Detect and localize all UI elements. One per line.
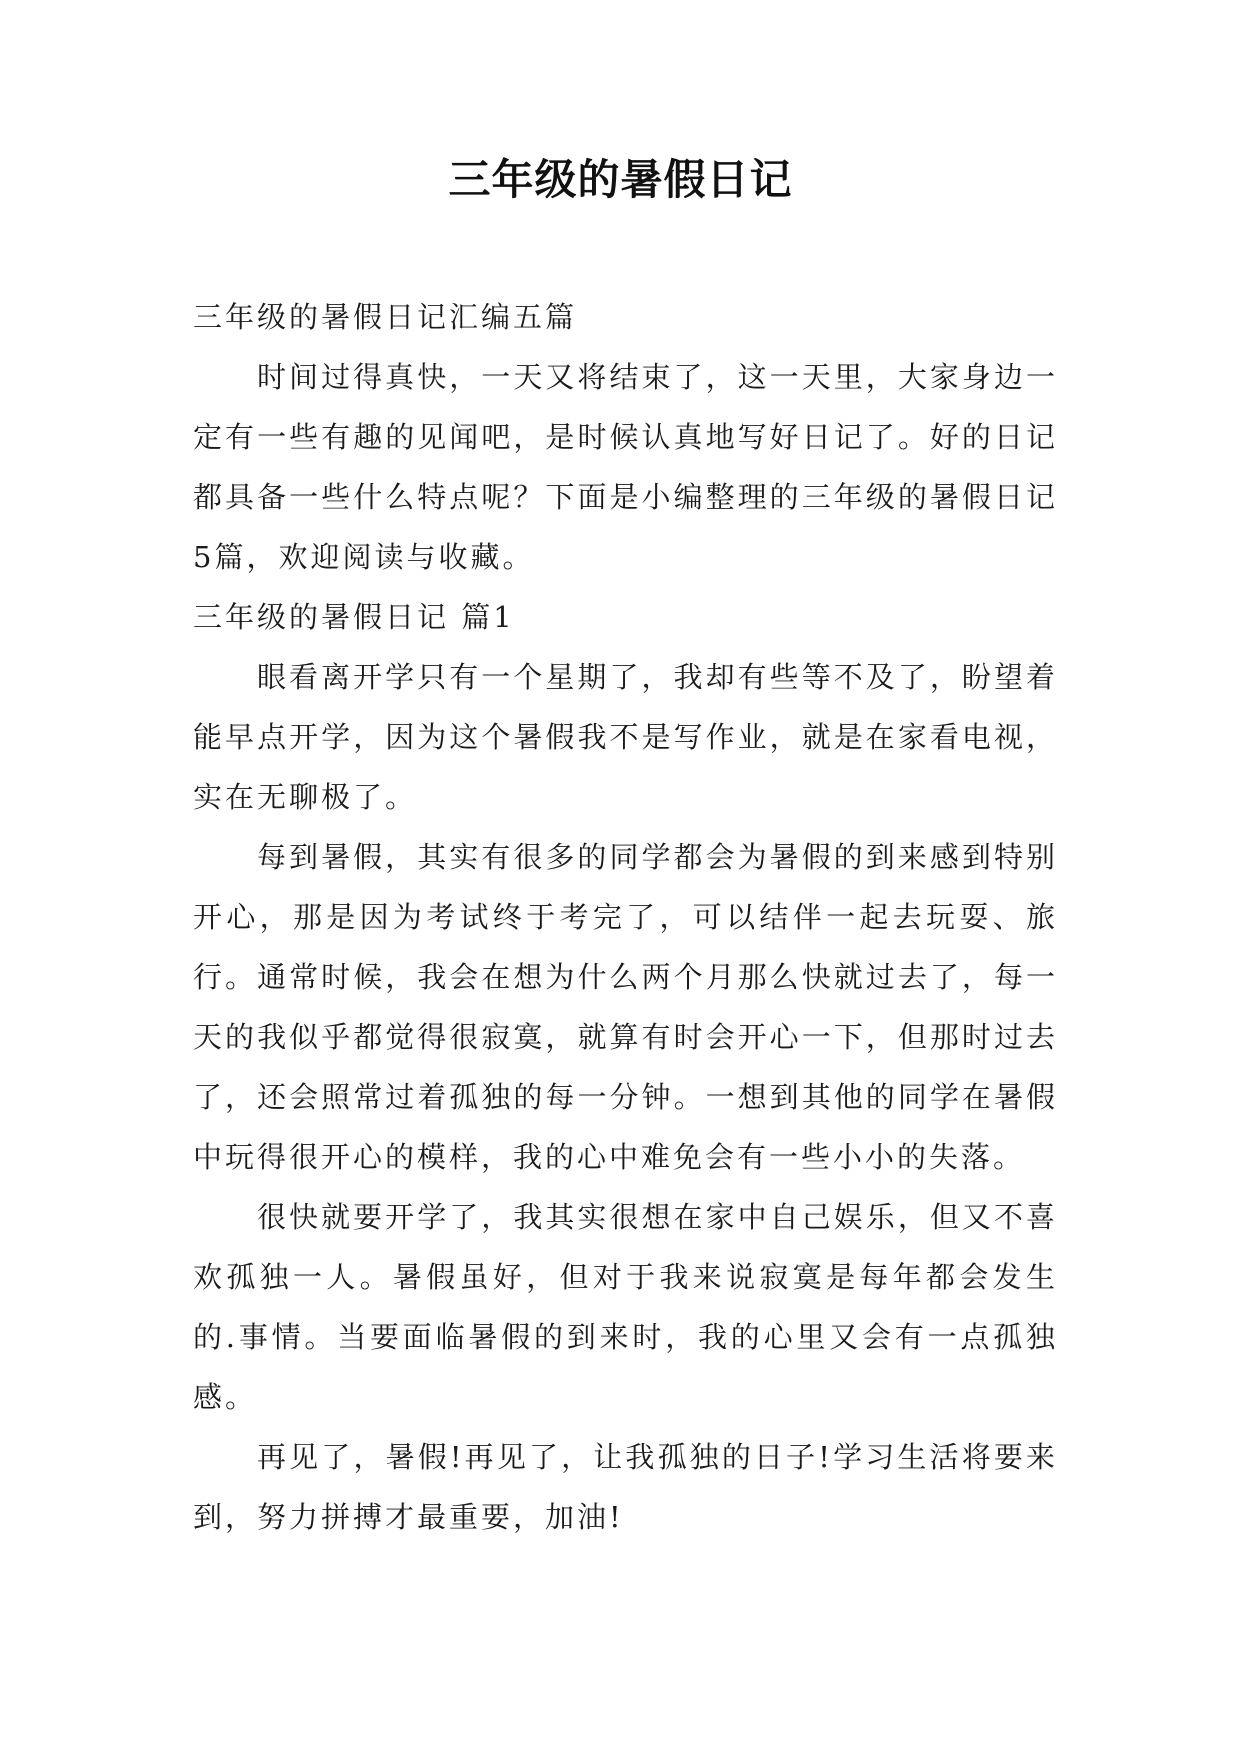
body-paragraph: 每到暑假，其实有很多的同学都会为暑假的到来感到特别开心，那是因为考试终于考完了，可以结伴一起去玩耍、旅行。通常时候，我会在想为什么两个月那么快就过去了，每一天的我似乎都觉得很寂寞，就算有时会开心一下，但那时过去了，还会照常过着孤独的每一分钟。一想到其他的同学在暑假中玩得很开心的模样，我的心中难免会有一些小小的失落。 [193, 840, 1058, 1174]
document-title: 三年级的暑假日记 [448, 155, 793, 204]
intro-paragraph: 时间过得真快，一天又将结束了，这一天里，大家身边一定有一些有趣的见闻吧，是时候认真地写好日记了。好的日记都具备一些什么特点呢？下面是小编整理的三年级的暑假日记5篇，欢迎阅读与收藏。 [193, 360, 1058, 574]
body-paragraph: 眼看离开学只有一个星期了，我却有些等不及了，盼望着能早点开学，因为这个暑假我不是写作业，就是在家看电视，实在无聊极了。 [193, 660, 1058, 814]
document-body [193, 287, 1058, 1547]
body-paragraph: 很快就要开学了，我其实很想在家中自己娱乐，但又不喜欢孤独一人。暑假虽好，但对于我来说寂寞是每年都会发生的.事情。当要面临暑假的到来时，我的心里又会有一点孤独感。 [193, 1200, 1058, 1414]
section-heading: 三年级的暑假日记 篇1 [193, 600, 515, 634]
body-paragraph: 再见了，暑假!再见了，让我孤独的日子!学习生活将要来到，努力拼搏才最重要，加油! [193, 1440, 1058, 1534]
subtitle: 三年级的暑假日记汇编五篇 [193, 300, 578, 334]
